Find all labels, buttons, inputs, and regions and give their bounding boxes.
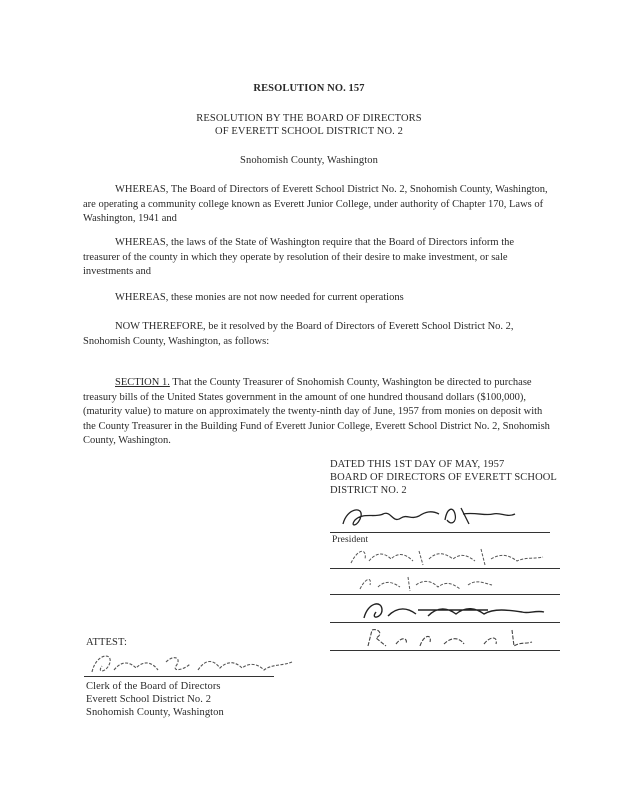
therefore-paragraph bbox=[83, 320, 553, 349]
therefore-text: be it resolved by the Board of Directors of Everett School District No. 2, Snohomish County, Washington, as follows: bbox=[83, 321, 514, 347]
section-1-paragraph bbox=[83, 376, 553, 449]
county-line: Snohomish County, Washington bbox=[240, 155, 378, 166]
whereas-text-3: these monies are not now needed for current operations bbox=[171, 292, 404, 303]
board-line-1: BOARD OF DIRECTORS OF EVERETT SCHOOL bbox=[330, 472, 557, 483]
resolution-heading-line1: RESOLUTION BY THE BOARD OF DIRECTORS bbox=[196, 113, 422, 124]
director-signature-3 bbox=[358, 596, 558, 624]
resolution-heading-line2: OF EVERETT SCHOOL DISTRICT NO. 2 bbox=[215, 126, 403, 137]
president-label: President bbox=[332, 535, 369, 545]
director-signature-1 bbox=[345, 543, 555, 569]
director-signature-line-2 bbox=[330, 594, 560, 595]
director-signature-line-4 bbox=[330, 650, 560, 651]
section-1-lead: SECTION 1. bbox=[115, 377, 170, 388]
whereas-paragraph-3 bbox=[83, 291, 553, 306]
whereas-paragraph-2 bbox=[83, 236, 553, 280]
therefore-lead: NOW THEREFORE, bbox=[115, 321, 206, 332]
whereas-lead-1: WHEREAS, bbox=[115, 184, 169, 195]
director-signature-line-1 bbox=[330, 568, 560, 569]
director-signature-line-3 bbox=[330, 622, 560, 623]
clerk-line-1: Clerk of the Board of Directors bbox=[86, 681, 221, 692]
president-signature bbox=[335, 500, 535, 534]
whereas-lead-2: WHEREAS, bbox=[115, 237, 169, 248]
clerk-line-2: Everett School District No. 2 bbox=[86, 694, 212, 705]
whereas-paragraph-1 bbox=[83, 183, 553, 227]
director-signature-2 bbox=[352, 571, 552, 595]
whereas-lead-3: WHEREAS, bbox=[115, 292, 169, 303]
section-1-text: That the County Treasurer of Snohomish County, Washington be directed to purchase treasury bills of the United States government in the amount of one hundred thousand dollars ($100,000), (maturity value) to mature on approximately the twenty-ninth day of June, 1957 from monies on deposit with the County Treasurer in the Building Fund of Everett Junior College, Everett School District No. 2, Snohomish County, Washington. bbox=[83, 377, 550, 446]
board-line-2: DISTRICT NO. 2 bbox=[330, 485, 407, 496]
resolution-title: RESOLUTION NO. 157 bbox=[253, 83, 365, 94]
director-signature-4 bbox=[362, 626, 542, 652]
whereas-text-1: The Board of Directors of Everett School District No. 2, Snohomish County, Washington, are operating a community college known as Everett Junior College, under authority of Chapter 170, Laws of Washington, 1941 and bbox=[83, 184, 548, 224]
attest-label: ATTEST: bbox=[86, 637, 128, 648]
dated-line: DATED THIS 1ST DAY OF MAY, 1957 bbox=[330, 459, 505, 470]
clerk-signature-line bbox=[84, 676, 274, 677]
president-signature-line bbox=[330, 532, 550, 533]
whereas-text-2: the laws of the State of Washington require that the Board of Directors inform the treasurer of the county in which they operate by resolution of their desire to make investment, or sale investments and bbox=[83, 237, 515, 277]
clerk-line-3: Snohomish County, Washington bbox=[86, 707, 224, 718]
